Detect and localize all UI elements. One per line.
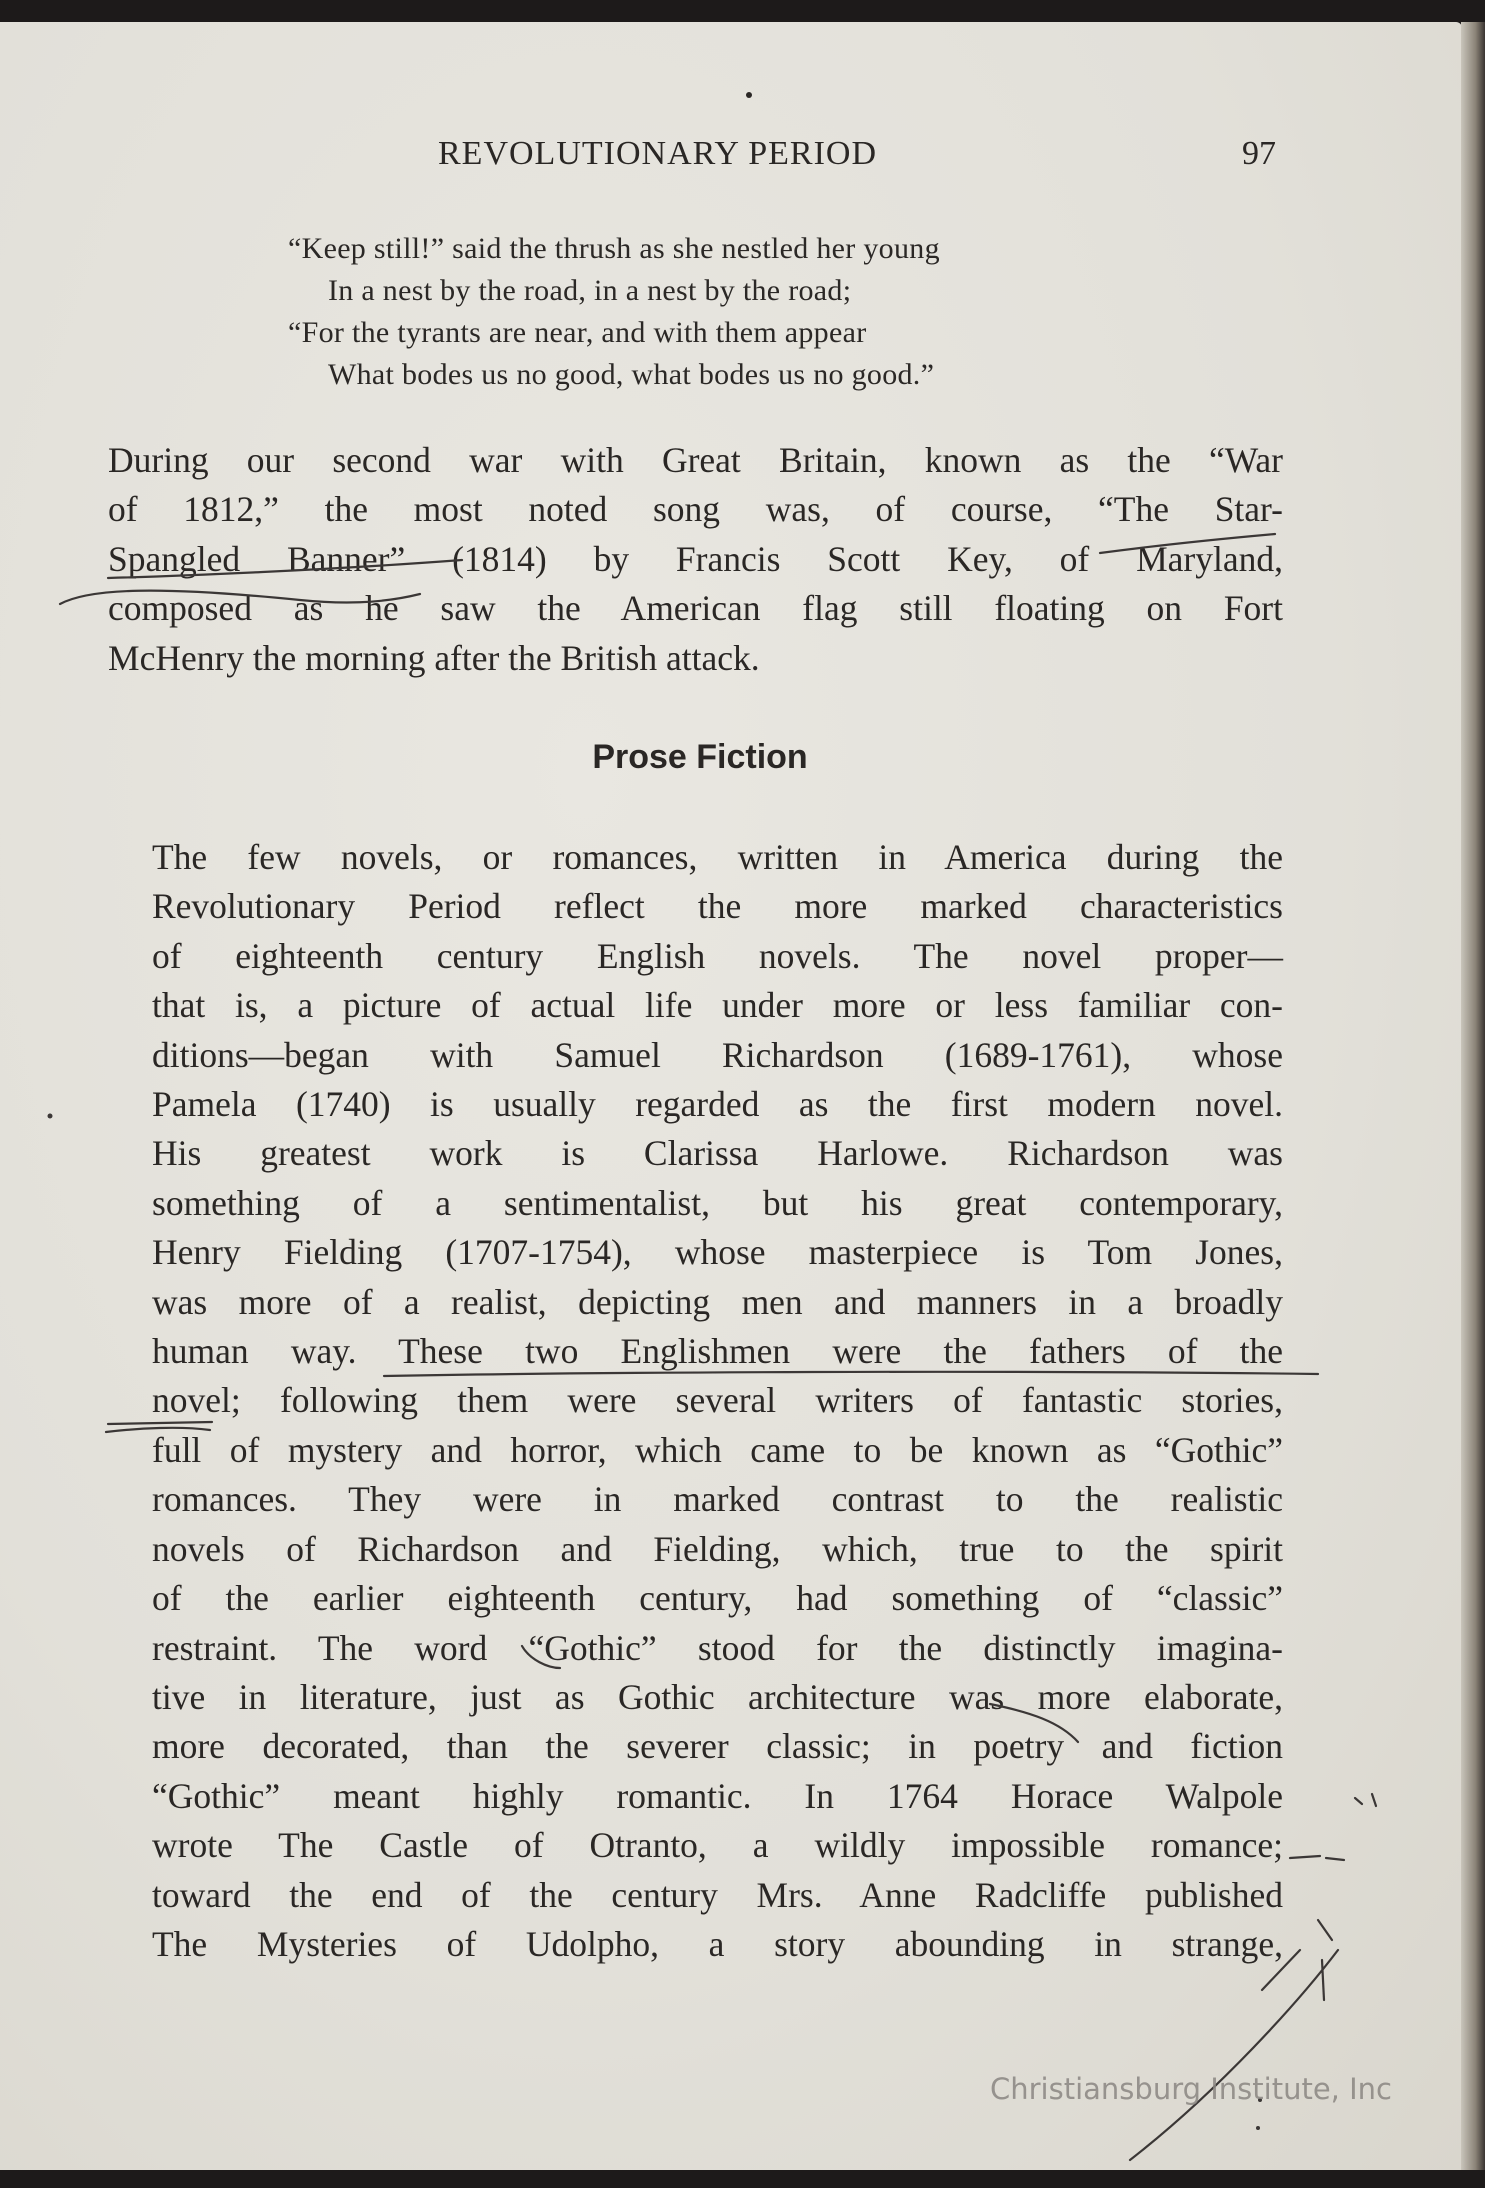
text-line: Henry Fielding (1707-1754), whose masterpiece is Tom Jones, [152, 1232, 1283, 1273]
verse-line: What bodes us no good, what bodes us no good.” [328, 358, 935, 391]
text-line: “Gothic” meant highly romantic. In 1764 Horace Walpole [152, 1775, 1283, 1816]
text-line: wrote The Castle of Otranto, a wildly impossible romance; [152, 1825, 1283, 1866]
text-line: human way. These two Englishmen were the fathers of the [152, 1331, 1283, 1372]
text-line: full of mystery and horror, which came to be known as “Gothic” [152, 1429, 1283, 1470]
text-line: During our second war with Great Britain, known as the “War [108, 440, 1283, 480]
underline-fathers-of-the-novel [384, 1372, 1318, 1376]
margin-dot [1256, 2126, 1260, 2130]
text-line: The few novels, or romances, written in America during the [152, 837, 1283, 877]
stroke-more [990, 1704, 1078, 1742]
text-line: Spangled Banner” (1814) by Francis Scott Key, of Maryland, [108, 538, 1283, 579]
text-line: novels of Richardson and Fielding, which, true to the spirit [152, 1528, 1283, 1569]
verse-line: “Keep still!” said the thrush as she nestled her young [288, 232, 940, 265]
underline-star-spangled-banner [108, 560, 462, 578]
verse-line: In a nest by the road, in a nest by the road; [328, 274, 852, 307]
bracket-right-margin [1322, 1960, 1324, 2000]
text-line: more decorated, than the severer classic; in poetry and fiction [152, 1726, 1283, 1767]
text-line: composed as he saw the American flag still floating on Fort [108, 588, 1283, 629]
overline-full-of [106, 1428, 210, 1432]
text-line: Pamela (1740) is usually regarded as the first modern novel. [152, 1084, 1283, 1125]
text-line: novel; following them were several writers of fantastic stories, [152, 1380, 1283, 1421]
text-line: romances. They were in marked contrast to the realistic [152, 1479, 1283, 1520]
tick-right-margin-2 [1372, 1794, 1376, 1806]
watermark: Christiansburg Institute, Inc [990, 2072, 1392, 2106]
text-line: that is, a picture of actual life under more or less familiar con- [152, 985, 1283, 1026]
text-line: of eighteenth century English novels. The novel proper— [152, 935, 1283, 976]
text-line: of 1812,” the most noted song was, of course, “The Star- [108, 489, 1283, 530]
dash-right-margin [1290, 1856, 1344, 1860]
tick-right-margin-1 [1355, 1798, 1362, 1804]
diagonal-stroke-2 [1262, 1950, 1300, 1990]
text-line: Revolutionary Period reflect the more marked characteristics [152, 886, 1283, 927]
text-line: ditions—began with Samuel Richardson (1689-1761), whose [152, 1034, 1283, 1075]
curve-mark-composed [60, 591, 420, 604]
margin-dot [48, 1114, 53, 1119]
text-line: McHenry the morning after the British attack. [108, 637, 760, 678]
text-line: tive in literature, just as Gothic architecture was more elaborate, [152, 1676, 1283, 1717]
text-line: was more of a realist, depicting men and manners in a broadly [152, 1281, 1283, 1322]
running-head: REVOLUTIONARY PERIOD [438, 135, 878, 172]
text-line: toward the end of the century Mrs. Anne Radcliffe published [152, 1874, 1283, 1915]
text-line: of the earlier eighteenth century, had something of “classic” [152, 1578, 1283, 1619]
long-diagonal-stroke [1130, 1950, 1338, 2160]
text-line: something of a sentimentalist, but his great contemporary, [152, 1182, 1283, 1223]
overline-maryland [1100, 534, 1275, 553]
section-heading: Prose Fiction [592, 738, 808, 776]
text-line: The Mysteries of Udolpho, a story abounding in strange, [152, 1923, 1283, 1964]
text-line: His greatest work is Clarissa Harlowe. Richardson was [152, 1133, 1283, 1174]
underline-novel [108, 1422, 212, 1424]
tick-gothic [522, 1646, 560, 1668]
slash-right-margin [1318, 1920, 1332, 1940]
text-line: restraint. The word “Gothic” stood for the distinctly imagina- [152, 1627, 1283, 1668]
page-number: 97 [1242, 135, 1276, 172]
verse-line: “For the tyrants are near, and with them appear [288, 316, 867, 349]
